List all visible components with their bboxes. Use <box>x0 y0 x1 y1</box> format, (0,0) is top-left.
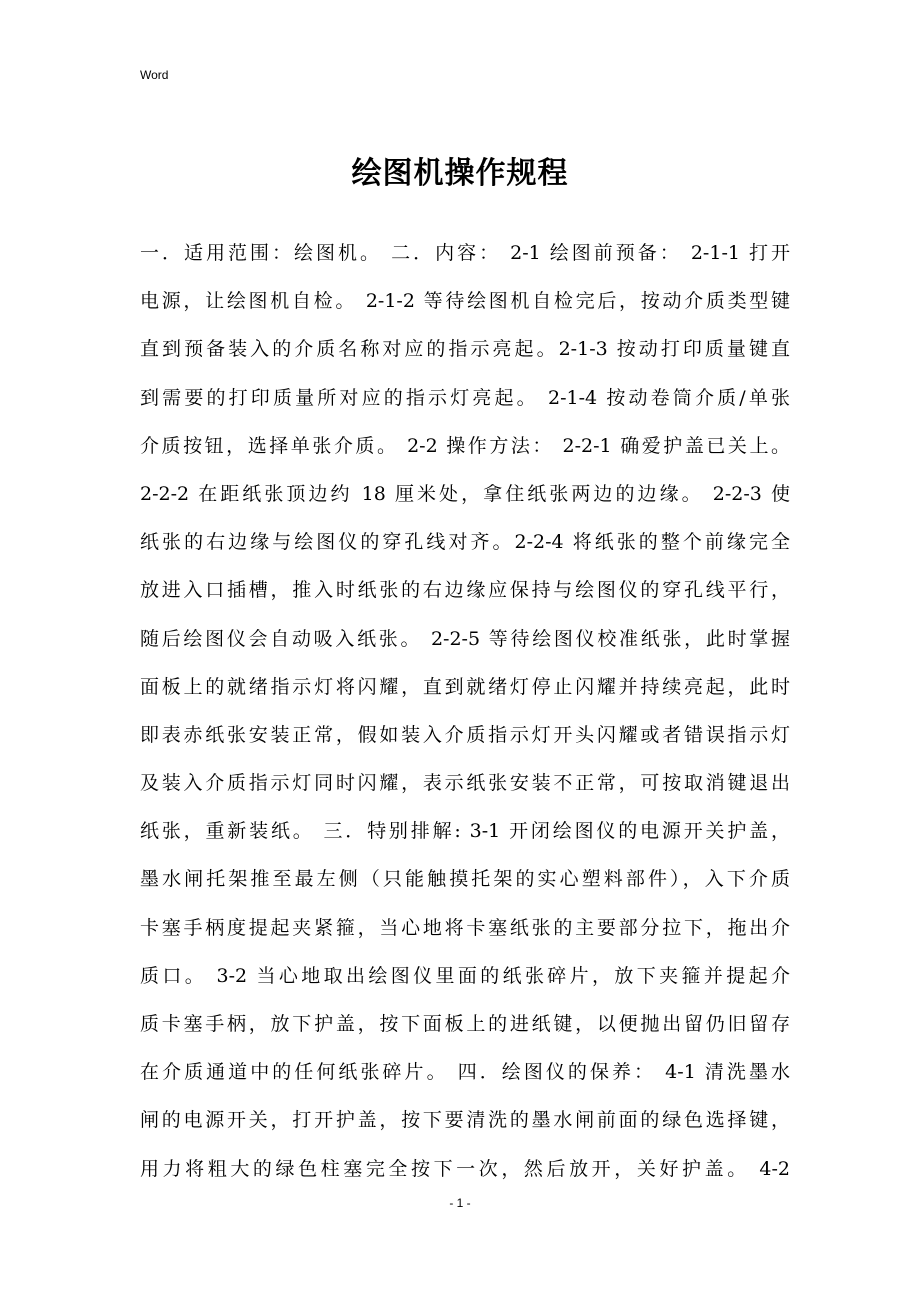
body-line: 面板上的就绪指示灯将闪耀，直到就绪灯停止闪耀并持续亮起，此时 <box>140 675 790 698</box>
body-line: 一．适用范围：绘图机。 二．内容： 2-1 绘图前预备： 2-1-1 打开 <box>140 242 790 264</box>
body-line: 纸张，重新装纸。 三．特别排解: 3-1 开闭绘图仪的电源开关护盖， <box>140 820 790 843</box>
body-line: 质卡塞手柄，放下护盖，按下面板上的进纸键，以便抛出留仍旧留存 <box>140 1013 790 1035</box>
page-number: - 1 - <box>449 1196 471 1210</box>
body-line: 电源，让绘图机自检。 2-1-2 等待绘图机自检完后，按动介质类型键 <box>140 290 790 313</box>
body-line: 卡塞手柄度提起夹紧箍，当心地将卡塞纸张的主要部分拉下，拖出介 <box>140 916 790 939</box>
body-line: 质口。 3-2 当心地取出绘图仪里面的纸张碎片，放下夹箍并提起介 <box>140 964 790 987</box>
document-title: 绘图机操作规程 <box>351 156 569 191</box>
body-line: 直到预备装入的介质名称对应的指示亮起。2-1-3 按动打印质量键直 <box>140 338 790 361</box>
body-line: 放进入口插槽，推入时纸张的右边缘应保持与绘图仪的穿孔线平行， <box>140 579 790 602</box>
body-line: 闸的电源开关，打开护盖，按下要清洗的墨水闸前面的绿色选择键， <box>140 1109 790 1132</box>
body-line: 随后绘图仪会自动吸入纸张。 2-2-5 等待绘图仪校准纸张，此时掌握 <box>140 627 790 650</box>
body-line: 墨水闸托架推至最左侧（只能触摸托架的实心塑料部件），入下介质 <box>140 868 790 891</box>
header-label: Word <box>140 68 169 82</box>
body-line: 介质按钮，选择单张介质。 2-2 操作方法： 2-2-1 确爱护盖已关上。 <box>140 434 790 457</box>
document-body <box>140 229 790 1193</box>
body-line: 到需要的打印质量所对应的指示灯亮起。 2-1-4 按动卷筒介质/单张 <box>140 386 790 409</box>
body-line: 在介质通道中的任何纸张碎片。 四．绘图仪的保养： 4-1 清洗墨水 <box>140 1061 790 1084</box>
body-line: 及装入介质指示灯同时闪耀，表示纸张安装不正常，可按取消键退出 <box>140 772 790 795</box>
body-line: 纸张的右边缘与绘图仪的穿孔线对齐。2-2-4 将纸张的整个前缘完全 <box>140 531 790 554</box>
body-line: 即表赤纸张安装正常，假如装入介质指示灯开头闪耀或者错误指示灯 <box>140 723 790 746</box>
body-line: 2-2-2 在距纸张顶边约 18 厘米处，拿住纸张两边的边缘。 2-2-3 使 <box>140 482 790 505</box>
body-line: 用力将粗大的绿色柱塞完全按下一次，然后放开，关好护盖。 4-2 <box>140 1157 790 1180</box>
